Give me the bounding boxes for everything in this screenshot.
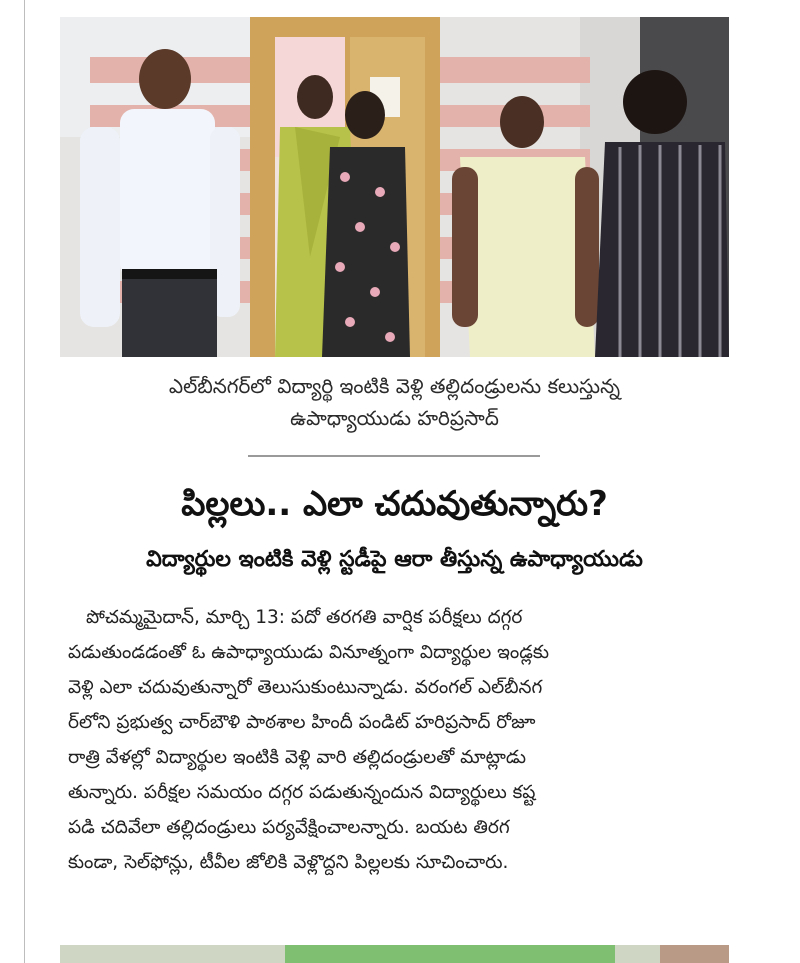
body-line: తున్నారు. పరీక్షల సమయం దగ్గర పడుతున్నందున విద్యార్థులు కష్ట bbox=[68, 782, 536, 803]
body-line: కుండా, సెల్‌ఫోన్లు, టీవీల జోలికి వెళ్లొద్దని పిల్లలకు సూచించారు. bbox=[68, 852, 509, 873]
photo-caption bbox=[60, 370, 729, 434]
body-line: పోచమ్మమైదాన్, మార్చి 13: పదో తరగతి వార్షిక పరీక్షలు దగ్గర bbox=[86, 607, 523, 628]
body-line: పడి చదివేలా తల్లిదండ్రులు పర్యవేక్షించాలన్నారు. బయట తిరగ bbox=[68, 817, 510, 838]
article-subheadline: విద్యార్థుల ఇంటికి వెళ్లి స్టడీపై ఆరా తీస్తున్న ఉపాధ్యాయుడు bbox=[146, 547, 643, 572]
body-line: రాత్రి వేళల్లో విద్యార్థుల ఇంటికి వెళ్లి వారి తల్లిదండ్రులతో మాట్లాడు bbox=[68, 747, 526, 768]
news-photo bbox=[60, 17, 729, 357]
caption-line-2: ఉపాధ్యాయుడు హరిప్రసాద్ bbox=[290, 406, 499, 430]
caption-line-1: ఎల్‌బీనగర్‌లో విద్యార్థి ఇంటికి వెళ్లి తల్లిదండ్రులను కలుస్తున్న bbox=[168, 374, 621, 398]
column-divider bbox=[24, 0, 25, 963]
body-line: పడుతుండడంతో ఓ ఉపాధ్యాయుడు వినూత్నంగా విద్యార్థుల ఇండ్లకు bbox=[68, 642, 549, 663]
article-body bbox=[68, 600, 722, 880]
article-headline: పిల్లలు.. ఎలా చదువుతున్నారు? bbox=[181, 484, 608, 524]
body-line: ర్‌లోని ప్రభుత్వ చార్‌బౌళి పాఠశాల హిందీ పండిట్ హరిప్రసాద్ రోజూ bbox=[68, 712, 536, 733]
body-line: వెళ్లి ఎలా చదువుతున్నారో తెలుసుకుంటున్నాడు. వరంగల్ ఎల్‌బీనగ bbox=[68, 677, 543, 698]
next-article-photo-edge bbox=[60, 945, 729, 963]
caption-underline bbox=[248, 455, 540, 457]
